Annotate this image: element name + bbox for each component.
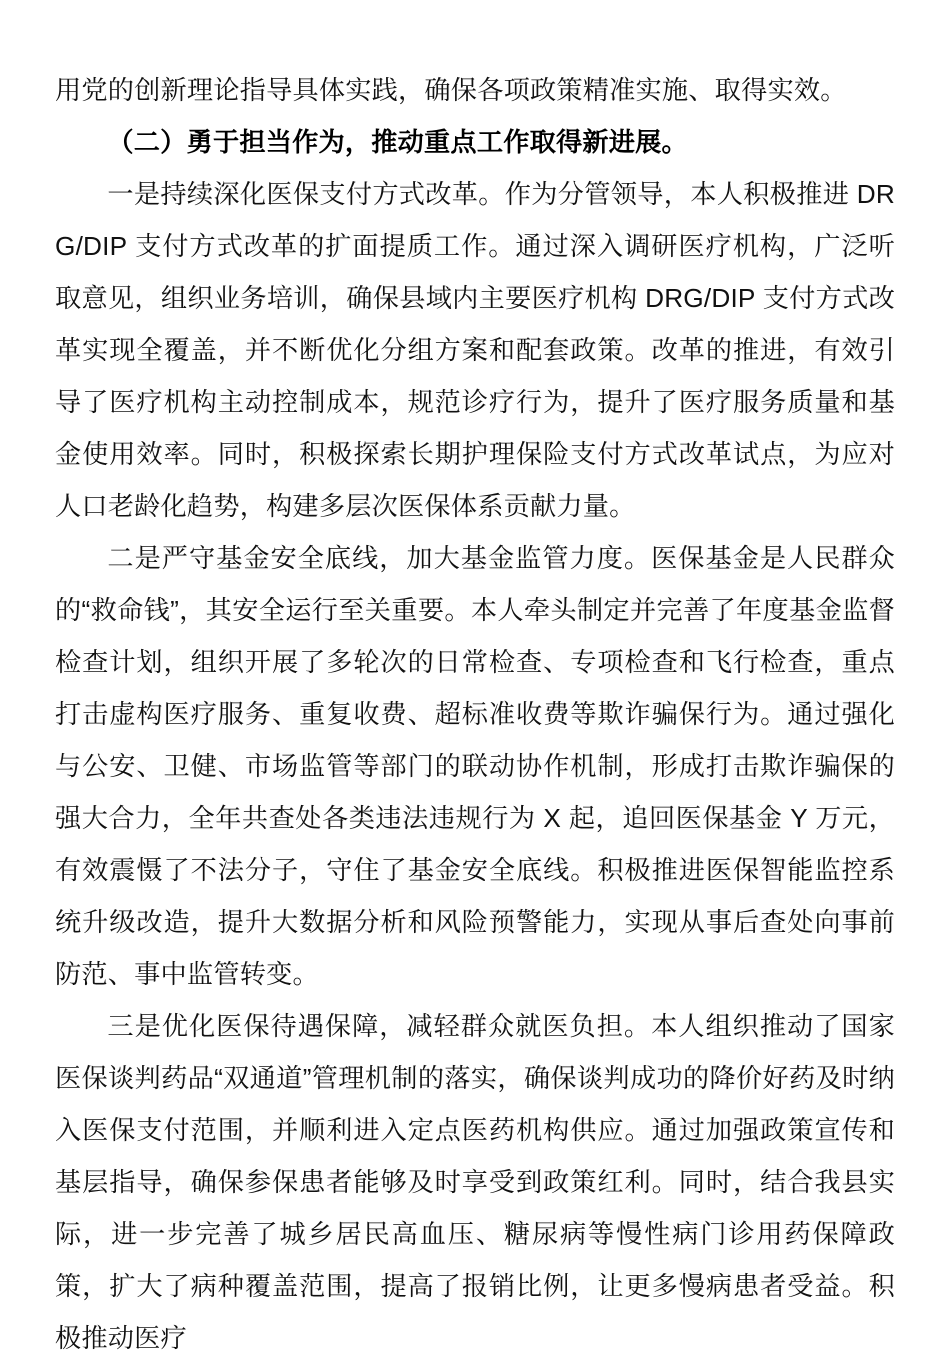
section-heading-two: （二）勇于担当作为，推动重点工作取得新进展。 (107, 127, 688, 157)
paragraph-carryover: 用党的创新理论指导具体实践，确保各项政策精准实施、取得实效。 (55, 75, 847, 105)
paragraph-point-three: 三是优化医保待遇保障，减轻群众就医负担。本人组织推动了国家医保谈判药品“双通道”管理机制的落实，确保谈判成功的降价好药及时纳入医保支付范围，并顺利进入定点医药机构供应。通过加强政策宣传和基层指导，确保参保患者能够及时享受到政策红利。同时，结合我县实际，进一步完善了城乡居民高血压、糖尿病等慢性病门诊用药保障政策，扩大了病种覆盖范围，提高了报销比例，让更多慢病患者受益。积极推动医疗 (55, 1011, 895, 1353)
paragraph-point-one: 一是持续深化医保支付方式改革。作为分管领导，本人积极推进 DRG/DIP 支付方式改革的扩面提质工作。通过深入调研医疗机构，广泛听取意见，组织业务培训，确保县域内主要医疗机构 DRG/DIP 支付方式改革实现全覆盖，并不断优化分组方案和配套政策。改革的推进，有效引导了医疗机构主动控制成本，规范诊疗行为，提升了医疗服务质量和基金使用效率。同时，积极探索长期护理保险支付方式改革试点，为应对人口老龄化趋势，构建多层次医保体系贡献力量。 (55, 179, 895, 521)
document-body (55, 64, 895, 1364)
paragraph-point-two: 二是严守基金安全底线，加大基金监管力度。医保基金是人民群众的“救命钱”，其安全运行至关重要。本人牵头制定并完善了年度基金监督检查计划，组织开展了多轮次的日常检查、专项检查和飞行检查，重点打击虚构医疗服务、重复收费、超标准收费等欺诈骗保行为。通过强化与公安、卫健、市场监管等部门的联动协作机制，形成打击欺诈骗保的强大合力，全年共查处各类违法违规行为 X 起，追回医保基金 Y 万元，有效震慑了不法分子，守住了基金安全底线。积极推进医保智能监控系统升级改造，提升大数据分析和风险预警能力，实现从事后查处向事前防范、事中监管转变。 (55, 543, 895, 989)
